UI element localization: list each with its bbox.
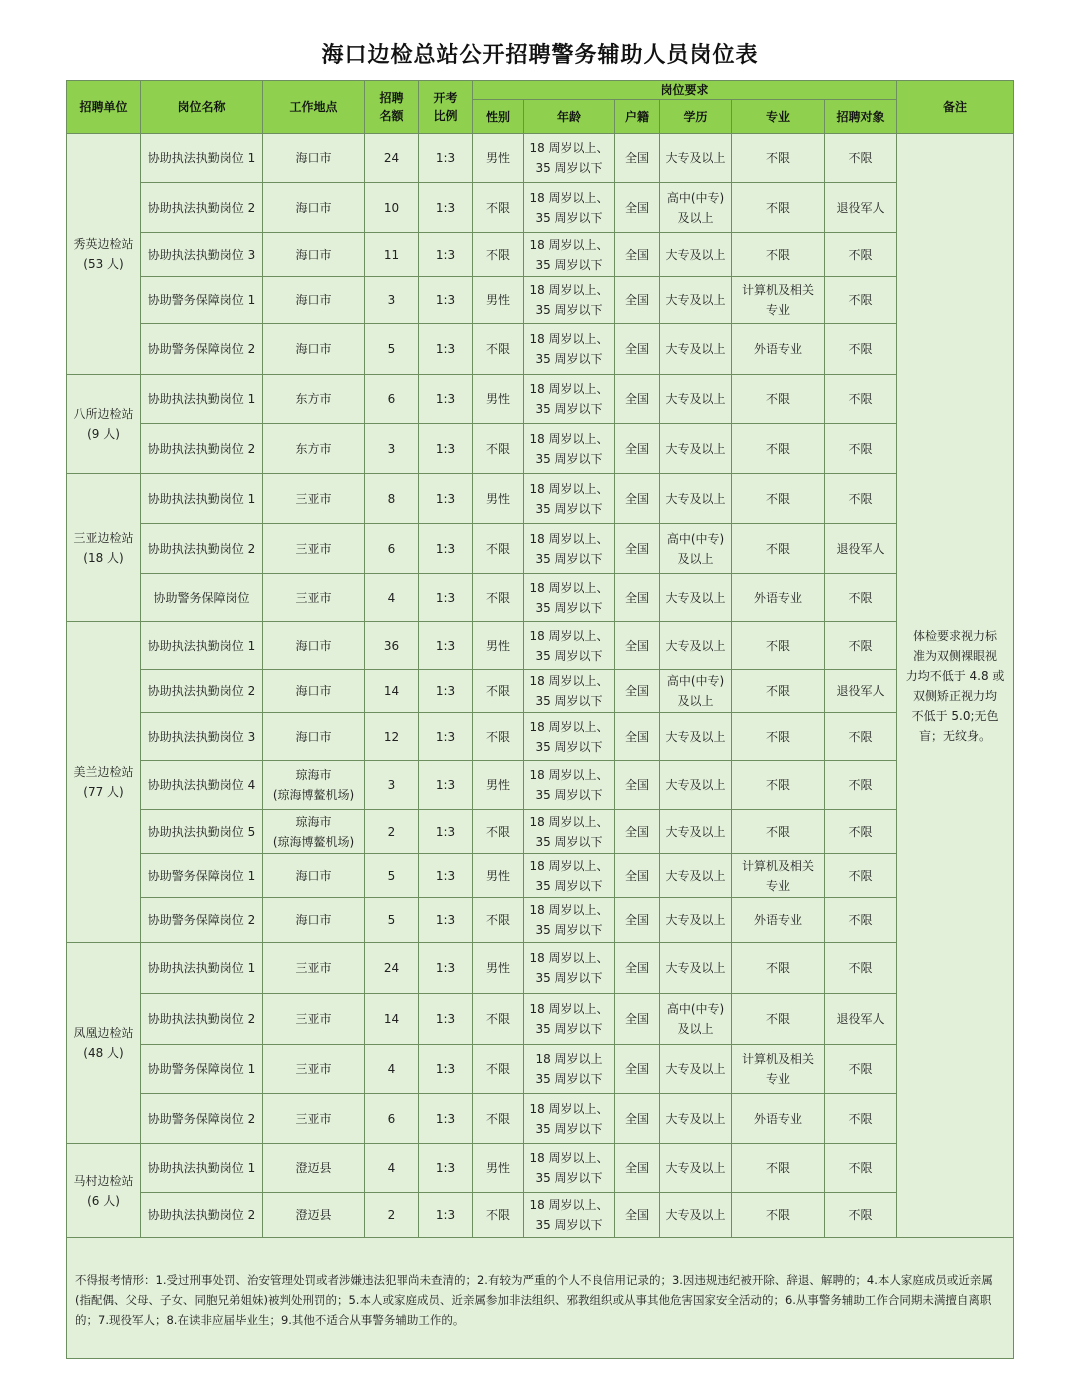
table-row — [67, 943, 1014, 994]
age-cell: 18 周岁以上、 35 周岁以下 — [524, 898, 615, 943]
count-cell: 14 — [365, 994, 419, 1045]
remarks-cell: 体检要求视力标 准为双侧裸眼视 力均不低于 4.8 或 双侧矫正视力均 不低于 5.0;无色 盲；无纹身。 — [897, 134, 1014, 1238]
gender-cell: 不限 — [473, 233, 524, 277]
ratio-cell: 1:3 — [419, 324, 473, 375]
position-cell: 协助执法执勤岗位 1 — [141, 375, 263, 424]
major-cell: 不限 — [732, 943, 825, 994]
location-cell: 东方市 — [263, 424, 365, 474]
location-cell: 三亚市 — [263, 994, 365, 1045]
ratio-cell: 1:3 — [419, 761, 473, 810]
hukou-cell: 全国 — [615, 277, 660, 324]
major-cell: 外语专业 — [732, 898, 825, 943]
unit-cell: 凤凰边检站 (48 人) — [67, 943, 141, 1144]
header-location: 工作地点 — [263, 81, 365, 134]
header-remarks: 备注 — [897, 81, 1014, 134]
ratio-cell: 1:3 — [419, 183, 473, 233]
ratio-cell: 1:3 — [419, 1094, 473, 1144]
hukou-cell: 全国 — [615, 524, 660, 574]
hukou-cell: 全国 — [615, 943, 660, 994]
education-cell: 大专及以上 — [660, 898, 732, 943]
position-cell: 协助警务保障岗位 1 — [141, 1045, 263, 1094]
location-cell: 琼海市 (琼海博鳌机场) — [263, 810, 365, 854]
count-cell: 3 — [365, 277, 419, 324]
position-cell: 协助执法执勤岗位 1 — [141, 943, 263, 994]
age-cell: 18 周岁以上、 35 周岁以下 — [524, 1193, 615, 1238]
major-cell: 不限 — [732, 670, 825, 713]
education-cell: 大专及以上 — [660, 574, 732, 622]
count-cell: 4 — [365, 1045, 419, 1094]
ratio-cell: 1:3 — [419, 1193, 473, 1238]
target-cell: 不限 — [825, 424, 897, 474]
unit-cell: 秀英边检站 (53 人) — [67, 134, 141, 375]
table-row — [67, 574, 1014, 622]
age-cell: 18 周岁以上、 35 周岁以下 — [524, 713, 615, 761]
ratio-cell: 1:3 — [419, 1144, 473, 1193]
major-cell: 不限 — [732, 1144, 825, 1193]
target-cell: 不限 — [825, 761, 897, 810]
position-cell: 协助执法执勤岗位 1 — [141, 622, 263, 670]
target-cell: 不限 — [825, 854, 897, 898]
unit-cell: 八所边检站 (9 人) — [67, 375, 141, 474]
position-cell: 协助执法执勤岗位 2 — [141, 1193, 263, 1238]
header-gender: 性别 — [473, 100, 524, 134]
header-major: 专业 — [732, 100, 825, 134]
header-count: 招聘 名额 — [365, 81, 419, 134]
gender-cell: 男性 — [473, 761, 524, 810]
major-cell: 计算机及相关 专业 — [732, 277, 825, 324]
gender-cell: 男性 — [473, 854, 524, 898]
location-cell: 海口市 — [263, 183, 365, 233]
ratio-cell: 1:3 — [419, 670, 473, 713]
age-cell: 18 周岁以上、 35 周岁以下 — [524, 622, 615, 670]
position-cell: 协助执法执勤岗位 2 — [141, 183, 263, 233]
table-row — [67, 277, 1014, 324]
position-cell: 协助警务保障岗位 1 — [141, 854, 263, 898]
count-cell: 11 — [365, 233, 419, 277]
major-cell: 不限 — [732, 994, 825, 1045]
target-cell: 退役军人 — [825, 670, 897, 713]
education-cell: 大专及以上 — [660, 1094, 732, 1144]
hukou-cell: 全国 — [615, 183, 660, 233]
position-cell: 协助警务保障岗位 1 — [141, 277, 263, 324]
table-row — [67, 424, 1014, 474]
location-cell: 海口市 — [263, 134, 365, 183]
education-cell: 大专及以上 — [660, 375, 732, 424]
age-cell: 18 周岁以上、 35 周岁以下 — [524, 424, 615, 474]
major-cell: 外语专业 — [732, 324, 825, 375]
location-cell: 海口市 — [263, 233, 365, 277]
ratio-cell: 1:3 — [419, 898, 473, 943]
target-cell: 不限 — [825, 1094, 897, 1144]
location-cell: 三亚市 — [263, 1094, 365, 1144]
ratio-cell: 1:3 — [419, 854, 473, 898]
hukou-cell: 全国 — [615, 898, 660, 943]
target-cell: 不限 — [825, 1193, 897, 1238]
education-cell: 高中(中专) 及以上 — [660, 670, 732, 713]
major-cell: 外语专业 — [732, 1094, 825, 1144]
count-cell: 6 — [365, 524, 419, 574]
position-cell: 协助执法执勤岗位 3 — [141, 233, 263, 277]
age-cell: 18 周岁以上、 35 周岁以下 — [524, 810, 615, 854]
table-row — [67, 324, 1014, 375]
hukou-cell: 全国 — [615, 233, 660, 277]
table-row — [67, 524, 1014, 574]
location-cell: 三亚市 — [263, 1045, 365, 1094]
gender-cell: 男性 — [473, 943, 524, 994]
position-cell: 协助执法执勤岗位 5 — [141, 810, 263, 854]
table-row — [67, 474, 1014, 524]
hukou-cell: 全国 — [615, 424, 660, 474]
age-cell: 18 周岁以上、 35 周岁以下 — [524, 670, 615, 713]
header-requirements: 岗位要求 — [473, 81, 897, 100]
hukou-cell: 全国 — [615, 474, 660, 524]
header-unit: 招聘单位 — [67, 81, 141, 134]
gender-cell: 不限 — [473, 324, 524, 375]
age-cell: 18 周岁以上、 35 周岁以下 — [524, 375, 615, 424]
location-cell: 东方市 — [263, 375, 365, 424]
target-cell: 不限 — [825, 1045, 897, 1094]
target-cell: 不限 — [825, 474, 897, 524]
major-cell: 不限 — [732, 1193, 825, 1238]
major-cell: 不限 — [732, 524, 825, 574]
table-row — [67, 761, 1014, 810]
target-cell: 不限 — [825, 1144, 897, 1193]
table-body — [67, 134, 1014, 1359]
major-cell: 不限 — [732, 474, 825, 524]
gender-cell: 男性 — [473, 474, 524, 524]
age-cell: 18 周岁以上、 35 周岁以下 — [524, 277, 615, 324]
age-cell: 18 周岁以上、 35 周岁以下 — [524, 324, 615, 375]
recruitment-table — [66, 80, 1014, 1359]
position-cell: 协助警务保障岗位 2 — [141, 898, 263, 943]
major-cell: 不限 — [732, 233, 825, 277]
education-cell: 大专及以上 — [660, 233, 732, 277]
education-cell: 高中(中专) 及以上 — [660, 183, 732, 233]
ratio-cell: 1:3 — [419, 943, 473, 994]
age-cell: 18 周岁以上、 35 周岁以下 — [524, 134, 615, 183]
hukou-cell: 全国 — [615, 375, 660, 424]
gender-cell: 不限 — [473, 1193, 524, 1238]
count-cell: 2 — [365, 810, 419, 854]
hukou-cell: 全国 — [615, 324, 660, 375]
hukou-cell: 全国 — [615, 1193, 660, 1238]
header-target: 招聘对象 — [825, 100, 897, 134]
location-cell: 澄迈县 — [263, 1144, 365, 1193]
education-cell: 大专及以上 — [660, 622, 732, 670]
education-cell: 大专及以上 — [660, 134, 732, 183]
age-cell: 18 周岁以上、 35 周岁以下 — [524, 574, 615, 622]
ratio-cell: 1:3 — [419, 810, 473, 854]
position-cell: 协助执法执勤岗位 2 — [141, 424, 263, 474]
age-cell: 18 周岁以上、 35 周岁以下 — [524, 994, 615, 1045]
hukou-cell: 全国 — [615, 622, 660, 670]
major-cell: 不限 — [732, 761, 825, 810]
age-cell: 18 周岁以上、 35 周岁以下 — [524, 1144, 615, 1193]
count-cell: 5 — [365, 324, 419, 375]
table-row — [67, 713, 1014, 761]
location-cell: 琼海市 (琼海博鳌机场) — [263, 761, 365, 810]
hukou-cell: 全国 — [615, 1144, 660, 1193]
count-cell: 14 — [365, 670, 419, 713]
hukou-cell: 全国 — [615, 1094, 660, 1144]
age-cell: 18 周岁以上、 35 周岁以下 — [524, 1094, 615, 1144]
footnote-cell — [67, 1238, 1014, 1359]
position-cell: 协助执法执勤岗位 4 — [141, 761, 263, 810]
major-cell: 外语专业 — [732, 574, 825, 622]
count-cell: 8 — [365, 474, 419, 524]
gender-cell: 不限 — [473, 524, 524, 574]
ratio-cell: 1:3 — [419, 574, 473, 622]
hukou-cell: 全国 — [615, 1045, 660, 1094]
table-row — [67, 1193, 1014, 1238]
count-cell: 24 — [365, 134, 419, 183]
education-cell: 大专及以上 — [660, 854, 732, 898]
education-cell: 大专及以上 — [660, 474, 732, 524]
header-position: 岗位名称 — [141, 81, 263, 134]
major-cell: 不限 — [732, 134, 825, 183]
age-cell: 18 周岁以上、 35 周岁以下 — [524, 233, 615, 277]
unit-cell: 三亚边检站 (18 人) — [67, 474, 141, 622]
position-cell: 协助执法执勤岗位 2 — [141, 524, 263, 574]
disqualification-notes: 不得报考情形：1.受过刑事处罚、治安管理处罚或者涉嫌违法犯罪尚未查清的；2.有较为严重的个人不良信用记录的；3.因违规违纪被开除、辞退、解聘的；4.本人家庭成员或近亲属(指配偶、父母、子女、同胞兄弟姐妹)被判处刑罚的；5.本人或家庭成员、近亲属参加非法组织、邪教组织或从事其他危害国家安全活动的；6.从事警务辅助工作合同期未满擅自离职的；7.现役军人；8.在读非应届毕业生；9.其他不适合从事警务辅助工作的。 — [75, 1273, 993, 1327]
location-cell: 三亚市 — [263, 524, 365, 574]
education-cell: 大专及以上 — [660, 1144, 732, 1193]
location-cell: 海口市 — [263, 713, 365, 761]
count-cell: 3 — [365, 424, 419, 474]
location-cell: 海口市 — [263, 854, 365, 898]
target-cell: 不限 — [825, 233, 897, 277]
hukou-cell: 全国 — [615, 994, 660, 1045]
ratio-cell: 1:3 — [419, 994, 473, 1045]
ratio-cell: 1:3 — [419, 134, 473, 183]
page-title: 海口边检总站公开招聘警务辅助人员岗位表 — [321, 43, 759, 68]
position-cell: 协助执法执勤岗位 1 — [141, 1144, 263, 1193]
hukou-cell: 全国 — [615, 713, 660, 761]
location-cell: 海口市 — [263, 324, 365, 375]
age-cell: 18 周岁以上、 35 周岁以下 — [524, 183, 615, 233]
gender-cell: 男性 — [473, 134, 524, 183]
count-cell: 5 — [365, 854, 419, 898]
age-cell: 18 周岁以上、 35 周岁以下 — [524, 854, 615, 898]
count-cell: 36 — [365, 622, 419, 670]
count-cell: 4 — [365, 574, 419, 622]
header-age: 年龄 — [524, 100, 615, 134]
gender-cell: 不限 — [473, 1045, 524, 1094]
age-cell: 18 周岁以上、 35 周岁以下 — [524, 474, 615, 524]
count-cell: 6 — [365, 375, 419, 424]
ratio-cell: 1:3 — [419, 277, 473, 324]
target-cell: 退役军人 — [825, 994, 897, 1045]
table-row — [67, 1094, 1014, 1144]
ratio-cell: 1:3 — [419, 524, 473, 574]
ratio-cell: 1:3 — [419, 424, 473, 474]
target-cell: 不限 — [825, 277, 897, 324]
table-header — [67, 81, 1014, 134]
hukou-cell: 全国 — [615, 574, 660, 622]
position-cell: 协助执法执勤岗位 2 — [141, 994, 263, 1045]
major-cell: 不限 — [732, 424, 825, 474]
education-cell: 大专及以上 — [660, 713, 732, 761]
count-cell: 5 — [365, 898, 419, 943]
gender-cell: 男性 — [473, 622, 524, 670]
hukou-cell: 全国 — [615, 854, 660, 898]
gender-cell: 不限 — [473, 424, 524, 474]
ratio-cell: 1:3 — [419, 713, 473, 761]
gender-cell: 不限 — [473, 810, 524, 854]
target-cell: 不限 — [825, 134, 897, 183]
position-cell: 协助执法执勤岗位 3 — [141, 713, 263, 761]
target-cell: 不限 — [825, 713, 897, 761]
education-cell: 大专及以上 — [660, 324, 732, 375]
table-row — [67, 1045, 1014, 1094]
major-cell: 不限 — [732, 713, 825, 761]
table-row — [67, 898, 1014, 943]
header-ratio: 开考 比例 — [419, 81, 473, 134]
header-hukou: 户籍 — [615, 100, 660, 134]
location-cell: 海口市 — [263, 277, 365, 324]
gender-cell: 不限 — [473, 994, 524, 1045]
location-cell: 海口市 — [263, 898, 365, 943]
major-cell: 计算机及相关 专业 — [732, 1045, 825, 1094]
ratio-cell: 1:3 — [419, 1045, 473, 1094]
target-cell: 退役军人 — [825, 183, 897, 233]
unit-cell: 美兰边检站 (77 人) — [67, 622, 141, 943]
major-cell: 计算机及相关 专业 — [732, 854, 825, 898]
gender-cell: 男性 — [473, 277, 524, 324]
ratio-cell: 1:3 — [419, 622, 473, 670]
location-cell: 海口市 — [263, 670, 365, 713]
hukou-cell: 全国 — [615, 134, 660, 183]
target-cell: 不限 — [825, 810, 897, 854]
ratio-cell: 1:3 — [419, 375, 473, 424]
table-row — [67, 375, 1014, 424]
table-row — [67, 1144, 1014, 1193]
gender-cell: 男性 — [473, 1144, 524, 1193]
count-cell: 4 — [365, 1144, 419, 1193]
location-cell: 三亚市 — [263, 574, 365, 622]
ratio-cell: 1:3 — [419, 233, 473, 277]
target-cell: 不限 — [825, 375, 897, 424]
major-cell: 不限 — [732, 183, 825, 233]
position-cell: 协助警务保障岗位 2 — [141, 324, 263, 375]
gender-cell: 不限 — [473, 1094, 524, 1144]
target-cell: 不限 — [825, 324, 897, 375]
count-cell: 2 — [365, 1193, 419, 1238]
education-cell: 大专及以上 — [660, 810, 732, 854]
table-row — [67, 622, 1014, 670]
table-row — [67, 810, 1014, 854]
education-cell: 大专及以上 — [660, 277, 732, 324]
location-cell: 澄迈县 — [263, 1193, 365, 1238]
location-cell: 三亚市 — [263, 943, 365, 994]
age-cell: 18 周岁以上 35 周岁以下 — [524, 1045, 615, 1094]
unit-cell: 马村边检站 (6 人) — [67, 1144, 141, 1238]
gender-cell: 不限 — [473, 670, 524, 713]
table-row — [67, 994, 1014, 1045]
gender-cell: 不限 — [473, 713, 524, 761]
location-cell: 海口市 — [263, 622, 365, 670]
education-cell: 高中(中专) 及以上 — [660, 524, 732, 574]
education-cell: 大专及以上 — [660, 1045, 732, 1094]
target-cell: 不限 — [825, 943, 897, 994]
count-cell: 6 — [365, 1094, 419, 1144]
target-cell: 退役军人 — [825, 524, 897, 574]
ratio-cell: 1:3 — [419, 474, 473, 524]
count-cell: 12 — [365, 713, 419, 761]
position-cell: 协助警务保障岗位 2 — [141, 1094, 263, 1144]
table-row — [67, 854, 1014, 898]
education-cell: 大专及以上 — [660, 761, 732, 810]
count-cell: 3 — [365, 761, 419, 810]
position-cell: 协助执法执勤岗位 1 — [141, 474, 263, 524]
age-cell: 18 周岁以上、 35 周岁以下 — [524, 943, 615, 994]
major-cell: 不限 — [732, 375, 825, 424]
location-cell: 三亚市 — [263, 474, 365, 524]
position-cell: 协助执法执勤岗位 1 — [141, 134, 263, 183]
table-row — [67, 183, 1014, 233]
target-cell: 不限 — [825, 574, 897, 622]
education-cell: 大专及以上 — [660, 1193, 732, 1238]
education-cell: 高中(中专) 及以上 — [660, 994, 732, 1045]
table-row — [67, 670, 1014, 713]
gender-cell: 不限 — [473, 574, 524, 622]
hukou-cell: 全国 — [615, 810, 660, 854]
count-cell: 24 — [365, 943, 419, 994]
position-cell: 协助警务保障岗位 — [141, 574, 263, 622]
education-cell: 大专及以上 — [660, 424, 732, 474]
target-cell: 不限 — [825, 898, 897, 943]
count-cell: 10 — [365, 183, 419, 233]
hukou-cell: 全国 — [615, 670, 660, 713]
gender-cell: 不限 — [473, 183, 524, 233]
major-cell: 不限 — [732, 622, 825, 670]
education-cell: 大专及以上 — [660, 943, 732, 994]
position-cell: 协助执法执勤岗位 2 — [141, 670, 263, 713]
table-row — [67, 134, 1014, 183]
gender-cell: 不限 — [473, 898, 524, 943]
major-cell: 不限 — [732, 810, 825, 854]
age-cell: 18 周岁以上、 35 周岁以下 — [524, 761, 615, 810]
gender-cell: 男性 — [473, 375, 524, 424]
footnote-row — [67, 1238, 1014, 1359]
age-cell: 18 周岁以上、 35 周岁以下 — [524, 524, 615, 574]
target-cell: 不限 — [825, 622, 897, 670]
header-education: 学历 — [660, 100, 732, 134]
table-row — [67, 233, 1014, 277]
hukou-cell: 全国 — [615, 761, 660, 810]
